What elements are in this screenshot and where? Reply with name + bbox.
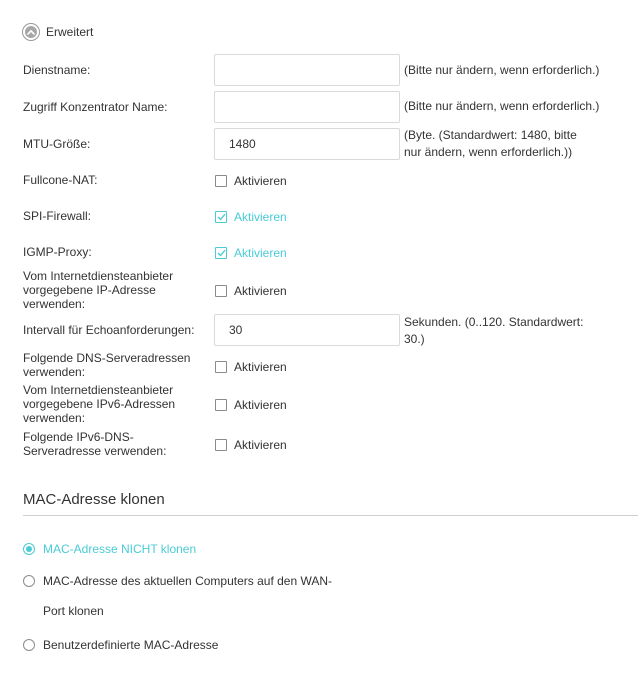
mac-clone-current-label-cont[interactable]: Port klonen (43, 604, 104, 618)
dns-label-line2: verwenden: (23, 365, 86, 379)
isp-ipv6-label-line3: verwenden: (23, 411, 86, 425)
section-divider (23, 515, 638, 516)
isp-ipv6-checkbox[interactable] (215, 399, 227, 411)
mtu-label: MTU-Größe: (23, 137, 91, 151)
ipv6-dns-label-line2: Serveradresse verwenden: (23, 444, 167, 458)
mac-clone-none-label[interactable]: MAC-Adresse NICHT klonen (43, 542, 197, 556)
fullcone-nat-checkbox[interactable] (215, 175, 227, 187)
isp-ip-label-line1: Vom Internetdiensteanbieter (23, 269, 174, 283)
isp-ip-option[interactable]: Aktivieren (234, 284, 287, 298)
checkmark-icon (217, 213, 226, 221)
igmp-proxy-label: IGMP-Proxy: (23, 245, 92, 259)
advanced-label: Erweitert (46, 25, 94, 39)
ipv6-dns-option[interactable]: Aktivieren (234, 438, 287, 452)
ac-name-input[interactable] (214, 91, 400, 123)
isp-ipv6-option[interactable]: Aktivieren (234, 398, 287, 412)
isp-ip-checkbox-row[interactable] (215, 284, 287, 298)
mac-clone-custom-label[interactable]: Benutzerdefinierte MAC-Adresse (43, 638, 219, 652)
ac-name-hint: (Bitte nur ändern, wenn erforderlich.) (404, 99, 600, 113)
service-name-hint: (Bitte nur ändern, wenn erforderlich.) (404, 63, 600, 77)
mac-clone-option-custom[interactable] (23, 638, 218, 652)
isp-ip-checkbox[interactable] (215, 285, 227, 297)
fullcone-nat-label: Fullcone-NAT: (23, 173, 98, 187)
mtu-hint-line2: nur ändern, wenn erforderlich.)) (404, 145, 573, 159)
mac-clone-option-current-computer[interactable] (23, 574, 332, 588)
isp-ipv6-label (23, 383, 201, 425)
isp-ipv6-checkbox-row[interactable] (215, 398, 287, 412)
isp-ipv6-label-line1: Vom Internetdiensteanbieter (23, 383, 174, 397)
spi-firewall-label: SPI-Firewall: (23, 209, 92, 223)
mtu-input[interactable] (214, 128, 400, 160)
dns-checkbox-row[interactable] (215, 360, 287, 374)
dns-option[interactable]: Aktivieren (234, 360, 287, 374)
isp-ip-label (23, 269, 201, 311)
igmp-proxy-checkbox[interactable] (215, 247, 227, 259)
dns-label-line1: Folgende DNS-Serveradressen (23, 351, 191, 365)
echo-interval-hint-line1: Sekunden. (0..120. Standardwert: (404, 315, 584, 329)
fullcone-nat-checkbox-row[interactable] (215, 174, 287, 188)
radio-button[interactable] (23, 639, 35, 651)
mtu-hint (404, 127, 604, 161)
echo-interval-label: Intervall für Echoanforderungen: (23, 323, 195, 337)
spi-firewall-option[interactable]: Aktivieren (234, 210, 287, 224)
dns-checkbox[interactable] (215, 361, 227, 373)
ipv6-dns-label (23, 430, 201, 458)
igmp-proxy-option[interactable]: Aktivieren (234, 246, 287, 260)
mac-clone-option-none[interactable] (23, 542, 196, 556)
service-name-input[interactable] (214, 54, 400, 86)
checkmark-icon (217, 249, 226, 257)
radio-button[interactable] (23, 575, 35, 587)
isp-ip-label-line2: vorgegebene IP-Adresse (23, 283, 156, 297)
ipv6-dns-checkbox-row[interactable] (215, 438, 287, 452)
radio-button[interactable] (23, 543, 35, 555)
ipv6-dns-label-line1: Folgende IPv6-DNS- (23, 430, 134, 444)
spi-firewall-checkbox[interactable] (215, 211, 227, 223)
ipv6-dns-checkbox[interactable] (215, 439, 227, 451)
fullcone-nat-option[interactable]: Aktivieren (234, 174, 287, 188)
isp-ip-label-line3: verwenden: (23, 297, 86, 311)
service-name-label: Dienstname: (23, 63, 91, 77)
ac-name-label: Zugriff Konzentrator Name: (23, 100, 168, 114)
dns-label (23, 351, 201, 379)
mtu-hint-line1: (Byte. (Standardwert: 1480, bitte (404, 128, 577, 142)
spi-firewall-checkbox-row[interactable] (215, 210, 287, 224)
advanced-toggle[interactable] (22, 23, 93, 41)
echo-interval-input[interactable] (214, 314, 400, 346)
echo-interval-hint (404, 314, 604, 348)
chevron-up-circle-icon[interactable] (22, 23, 40, 41)
echo-interval-hint-line2: 30.) (404, 332, 425, 346)
isp-ipv6-label-line2: vorgegebene IPv6-Adressen (23, 397, 176, 411)
mac-clone-section-title: MAC-Adresse klonen (23, 491, 165, 508)
igmp-proxy-checkbox-row[interactable] (215, 246, 287, 260)
mac-clone-current-label[interactable]: MAC-Adresse des aktuellen Computers auf den WAN- (43, 574, 333, 588)
